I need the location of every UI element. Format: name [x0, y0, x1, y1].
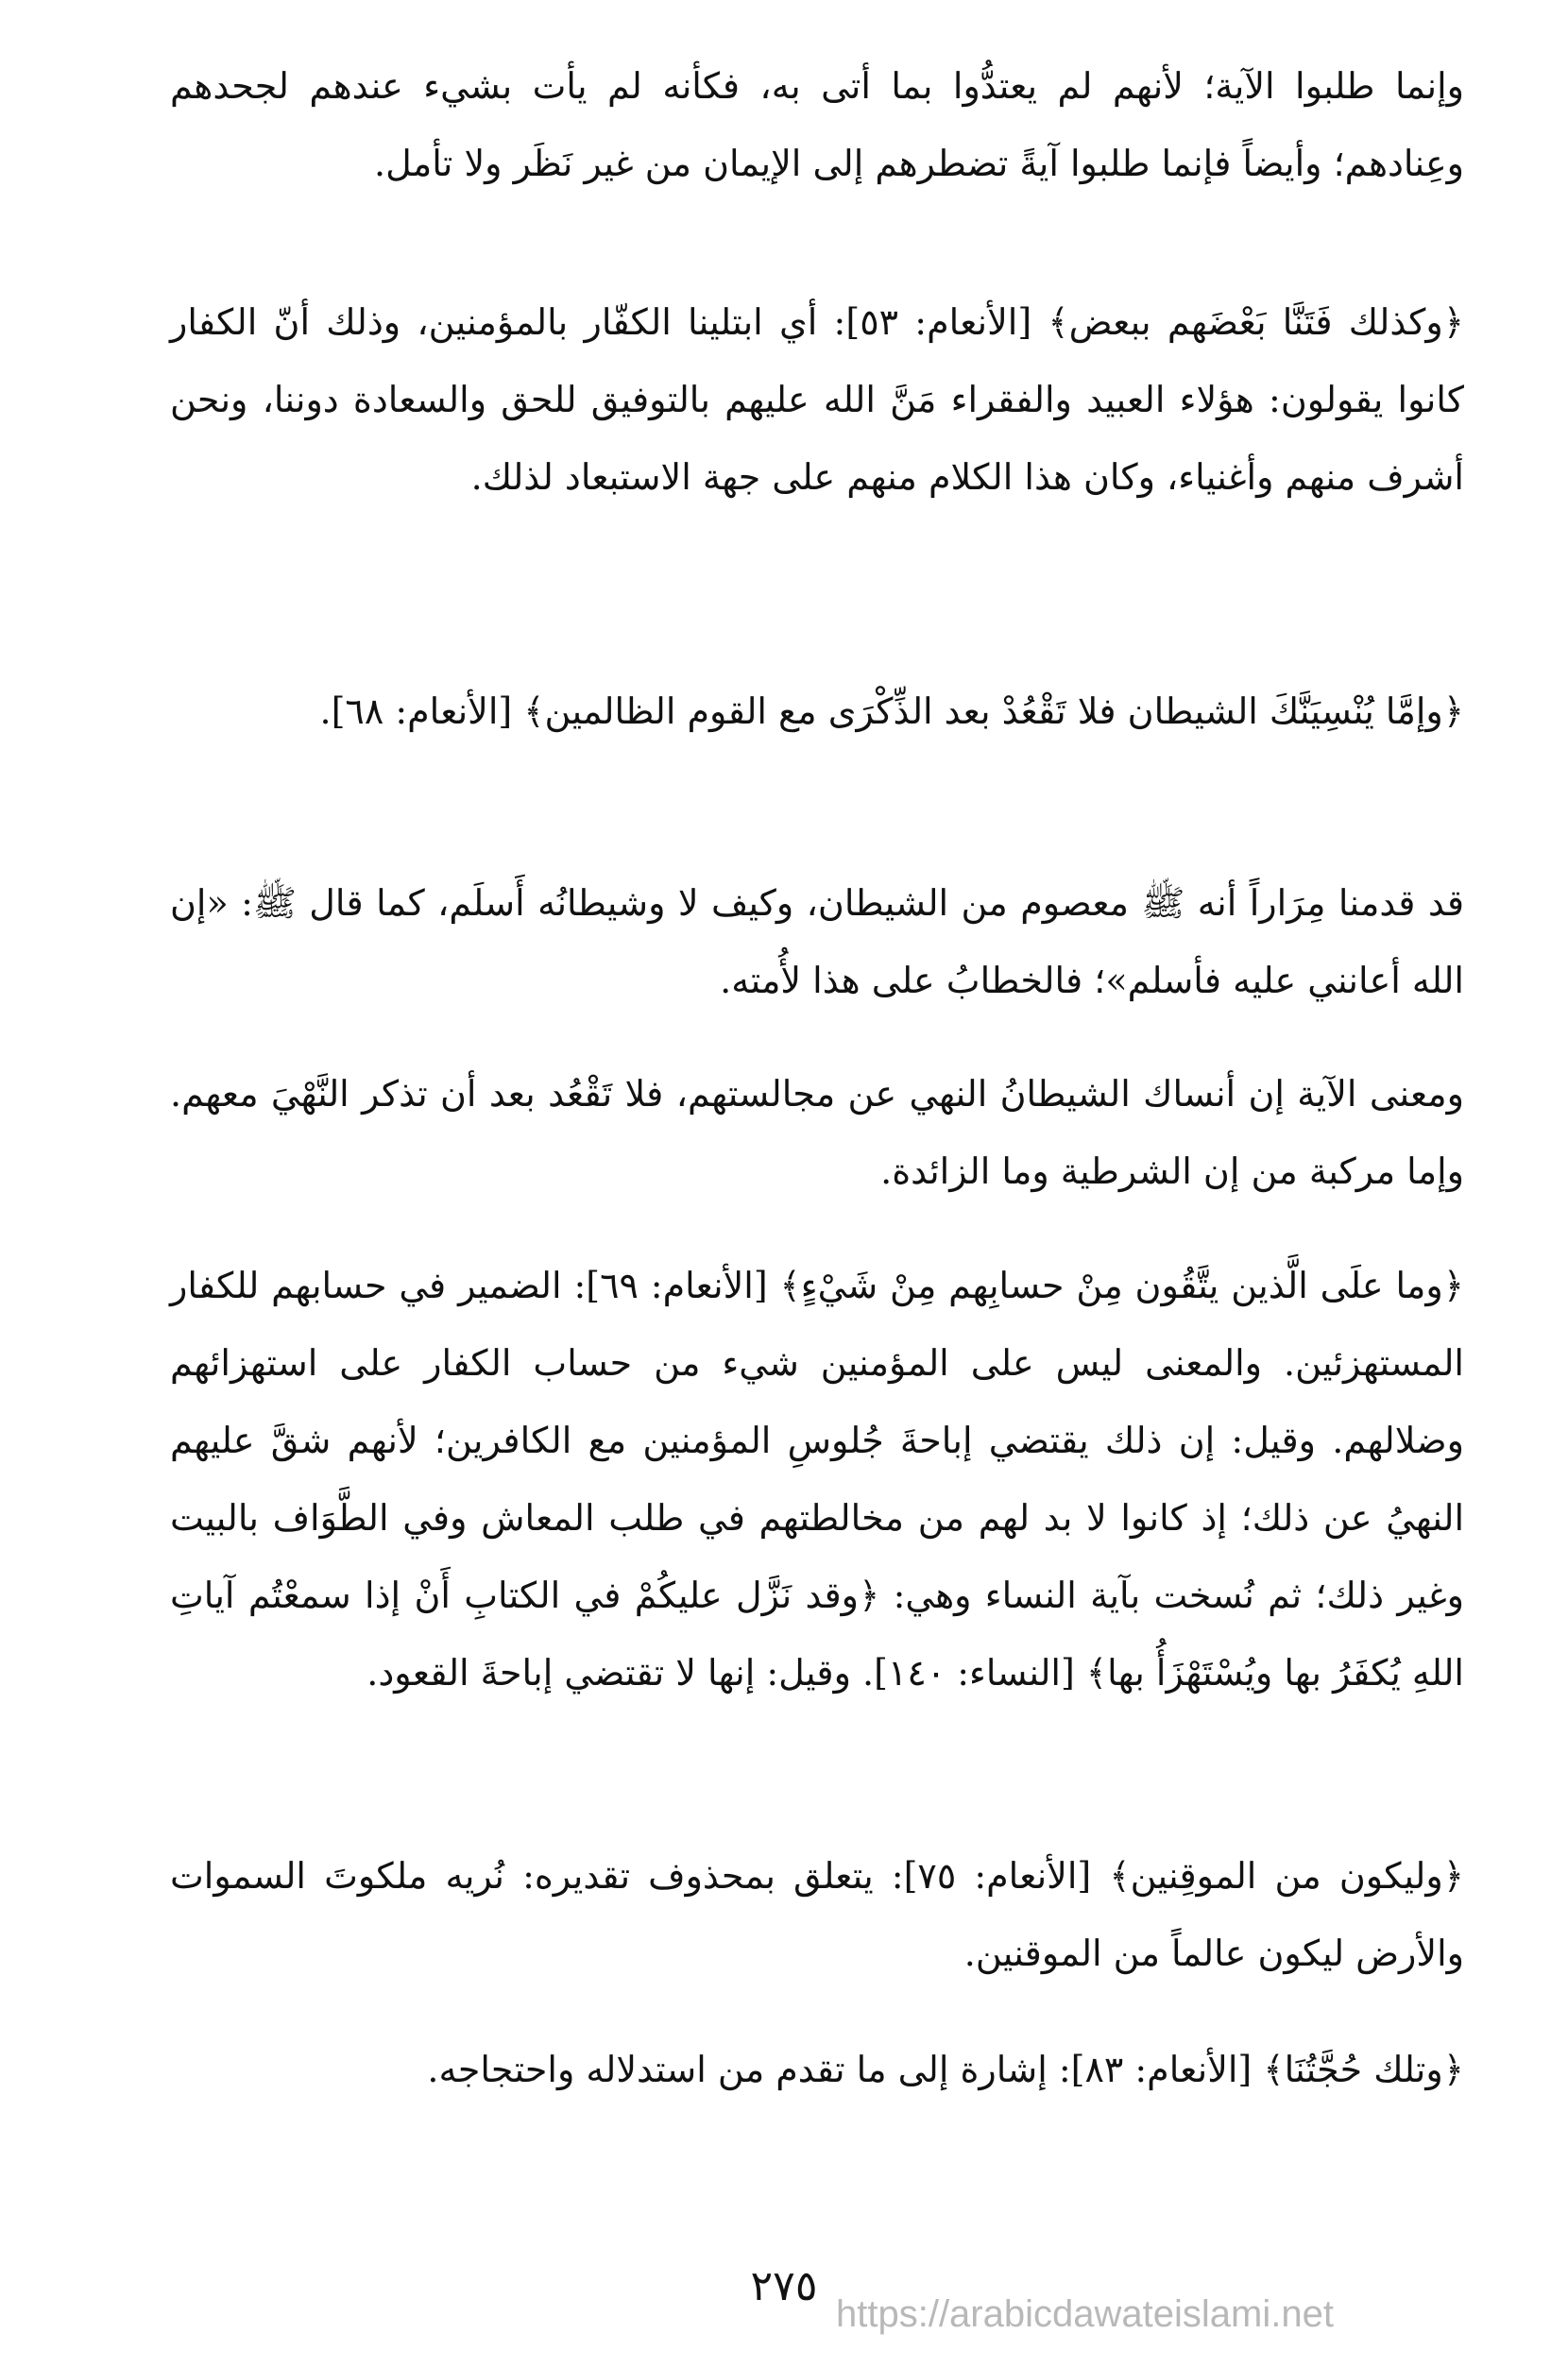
paragraph: وإنما طلبوا الآية؛ لأنهم لم يعتدُّوا بما أتى به، فكأنه لم يأت بشيء عندهم لجحدهم وعِنادهم؛ وأيضاً فإنما طلبوا آيةً تضطرهم إلى الإيمان من غير نَظَر ولا تأمل.	[170, 65, 1464, 184]
paragraph: ﴿وتلك حُجَّتُنَا﴾ [الأنعام: ٨٣]: إشارة إلى ما تقدم من استدلاله واحتجاجه.	[427, 2049, 1464, 2090]
paragraph: ﴿وكذلك فَتَنَّا بَعْضَهم ببعض﴾ [الأنعام: ٥٣]: أي ابتلينا الكفّار بالمؤمنين، وذلك أنّ الكفار كانوا يقولون: هؤلاء العبيد والفقراء مَنَّ الله عليهم بالتوفيق للحق والسعادة دوننا، ونحن أشرف منهم وأغنياء، وكان هذا الكلام منهم على جهة الاستبعاد لذلك.	[170, 301, 1465, 498]
paragraph: ﴿وإمَّا يُنْسِيَنَّكَ الشيطان فلا تَقْعُدْ بعد الذِّكْرَى مع القوم الظالمين﴾ [الأنعام: ٦٨].	[319, 690, 1464, 732]
paragraph: ﴿وما علَى الَّذين يتَّقُون مِنْ حسابِهم مِنْ شَيْءٍ﴾ [الأنعام: ٦٩]: الضمير في حسابهم للكفار المستهزئين. والمعنى ليس على المؤمنين شيء من حساب الكفار على استهزائهم وضلالهم. وقيل: إن ذلك يقتضي إباحةَ جُلوسِ المؤمنين مع الكافرين؛ لأنهم شقَّ عليهم النهيُ عن ذلك؛ إذ كانوا لا بد لهم من مخالطتهم في طلب المعاش وفي الطَّوَاف بالبيت وغير ذلك؛ ثم نُسخت بآية النساء وهي: ﴿وقد نَزَّل عليكُمْ في الكتابِ أَنْ إذا سمعْتُم آياتِ اللهِ يُكفَرُ بها ويُسْتَهْزَأُ بها﴾ [النساء: ١٤٠]. وقيل: إنها لا تقتضي إباحةَ القعود.	[170, 1265, 1464, 1694]
page-number: ٢٧٥	[750, 2262, 818, 2310]
paragraph: قد قدمنا مِرَاراً أنه ﷺ معصوم من الشيطان، وكيف لا وشيطانُه أَسلَم، كما قال ﷺ: «إن الله أعانني عليه فأسلم»؛ فالخطابُ على هذا لأُمته.	[170, 882, 1464, 1001]
paragraph: ومعنى الآية إن أنساك الشيطانُ النهي عن مجالستهم، فلا تَقْعُد بعد أن تذكر النَّهْيَ معهم. وإما مركبة من إن الشرطية وما الزائدة.	[170, 1073, 1464, 1192]
watermark-url: https://arabicdawateislami.net	[836, 2293, 1334, 2335]
paragraph: ﴿وليكون من الموقِنين﴾ [الأنعام: ٧٥]: يتعلق بمحذوف تقديره: نُريه ملكوتَ السموات والأرض ليكون عالماً من الموقنين.	[170, 1855, 1465, 1974]
